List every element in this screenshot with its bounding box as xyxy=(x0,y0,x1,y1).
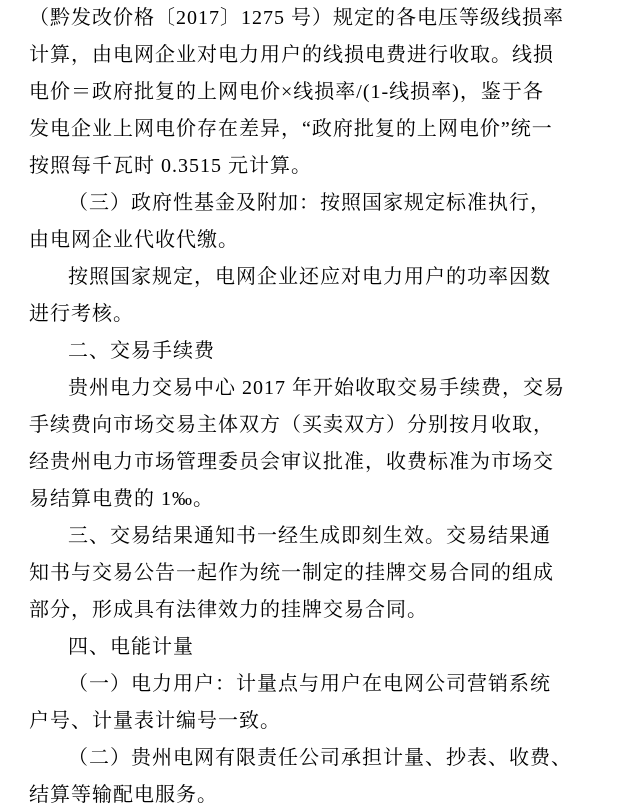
text-line: 二、交易手续费 xyxy=(68,340,215,362)
text-line: （黔发改价格〔2017〕1275 号）规定的各电压等级线损率 xyxy=(29,7,564,29)
text-line: （一）电力用户：计量点与用户在电网公司营销系统 xyxy=(68,673,551,695)
text-line: 电价＝政府批复的上网电价×线损率/(1-线损率)，鉴于各 xyxy=(29,81,544,103)
text-line: 易结算电费的 1‰。 xyxy=(29,488,214,510)
text-line: 四、电能计量 xyxy=(68,636,194,658)
text-line: 三、交易结果通知书一经生成即刻生效。交易结果通 xyxy=(68,525,551,547)
text-line: 结算等输配电服务。 xyxy=(29,784,218,806)
text-line: （二）贵州电网有限责任公司承担计量、抄表、收费、 xyxy=(68,747,572,769)
text-line: 按照每千瓦时 0.3515 元计算。 xyxy=(29,155,312,177)
text-line: 户号、计量表计编号一致。 xyxy=(29,710,281,732)
text-line: 知书与交易公告一起作为统一制定的挂牌交易合同的组成 xyxy=(29,562,554,584)
text-line: 手续费向市场交易主体双方（买卖双方）分别按月收取， xyxy=(29,414,554,436)
text-line: 由电网企业代收代缴。 xyxy=(29,229,239,251)
text-line: 部分，形成具有法律效力的挂牌交易合同。 xyxy=(29,599,428,621)
text-line: 贵州电力交易中心 2017 年开始收取交易手续费，交易 xyxy=(68,377,565,399)
text-line: （三）政府性基金及附加：按照国家规定标准执行， xyxy=(68,192,551,214)
text-line: 发电企业上网电价存在差异，“政府批复的上网电价”统一 xyxy=(29,118,553,140)
text-line: 计算，由电网企业对电力用户的线损电费进行收取。线损 xyxy=(29,44,554,66)
text-line: 经贵州电力市场管理委员会审议批准，收费标准为市场交 xyxy=(29,451,554,473)
text-line: 进行考核。 xyxy=(29,303,134,325)
text-line: 按照国家规定，电网企业还应对电力用户的功率因数 xyxy=(68,266,551,288)
